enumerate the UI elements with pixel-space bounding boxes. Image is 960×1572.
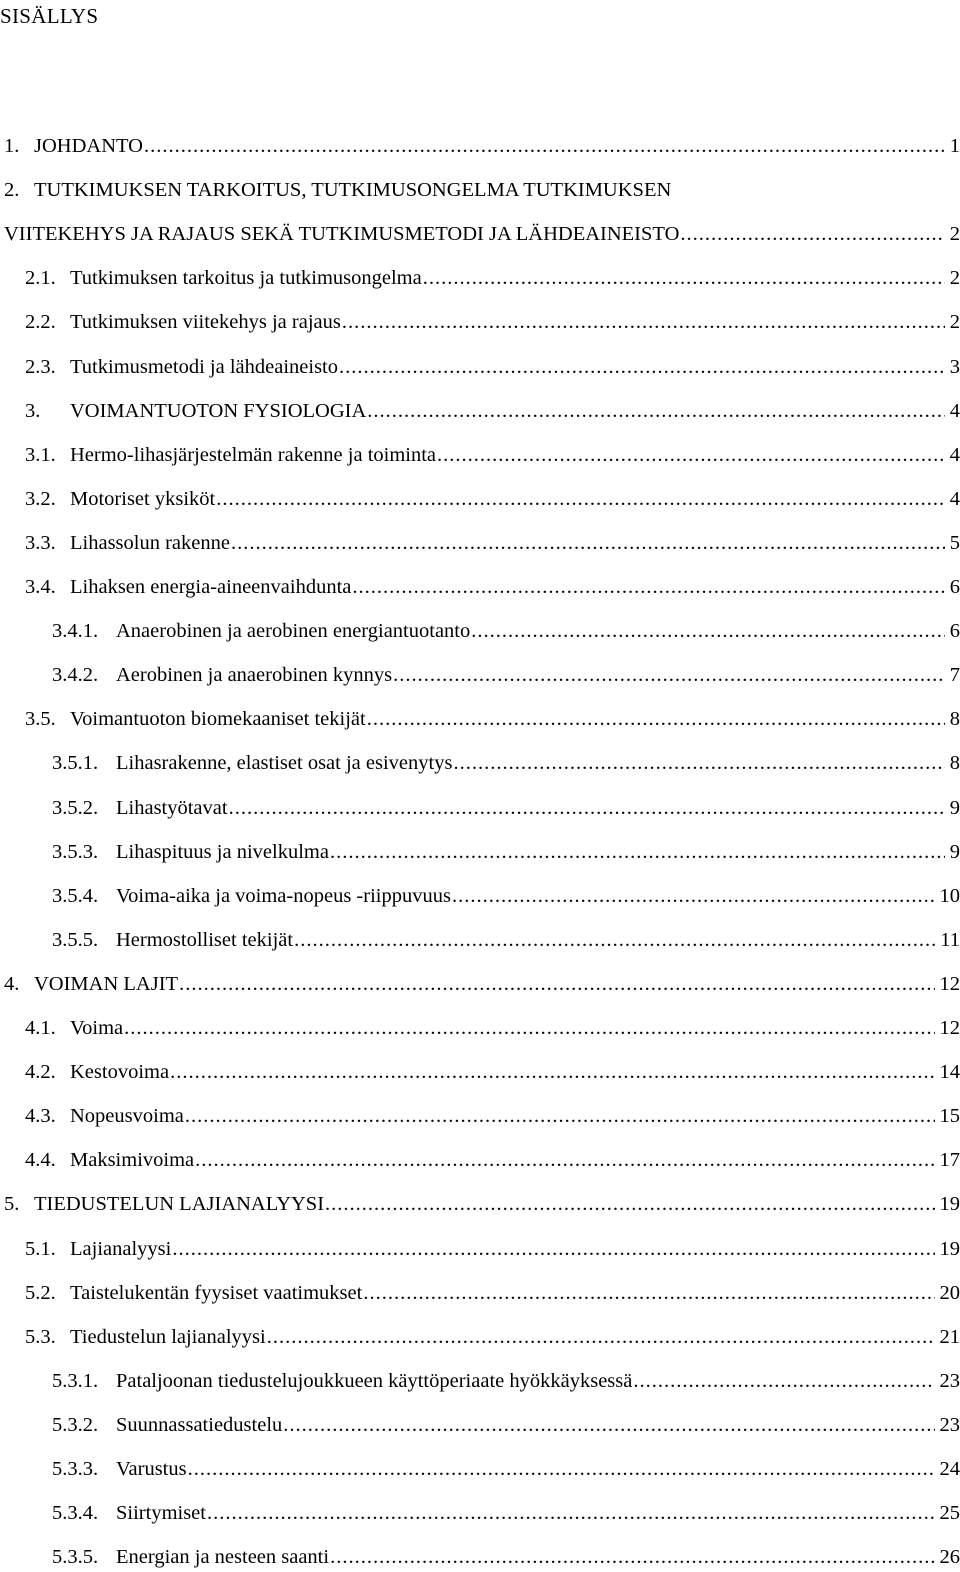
toc-entry[interactable] — [0, 1498, 960, 1528]
toc-entry[interactable] — [0, 1234, 960, 1264]
toc-entry-title: TUTKIMUKSEN TARKOITUS, TUTKIMUSONGELMA TUTKIMUKSEN — [34, 179, 671, 201]
toc-entry-page-number: 12 — [935, 1013, 960, 1043]
toc-entry-title: Voima-aika ja voima-nopeus -riippuvuus — [116, 885, 451, 907]
toc-entry-number: 3.2. — [25, 484, 70, 514]
toc-entry-title: Pataljoonan tiedustelujoukkueen käyttöperiaate hyökkäyksessä — [116, 1370, 632, 1392]
toc-entry-page-number: 4 — [945, 396, 960, 426]
toc-entry-title: Motoriset yksiköt — [70, 488, 215, 510]
toc-entry-label — [25, 307, 342, 337]
toc-dot-leader — [170, 1057, 934, 1087]
toc-entry-label — [25, 1101, 185, 1131]
toc-entry[interactable] — [0, 1189, 960, 1219]
toc-dot-leader — [124, 1013, 934, 1043]
toc-entry-page-number: 2 — [945, 263, 960, 293]
toc-entry-label — [4, 1189, 325, 1219]
toc-entry[interactable] — [0, 219, 960, 249]
toc-entry[interactable] — [0, 1145, 960, 1175]
toc-entry-label — [25, 263, 423, 293]
toc-entry-number: 5. — [4, 1189, 34, 1219]
toc-entry-number: 5.3.4. — [52, 1498, 116, 1528]
toc-entry-number: 3.5.3. — [52, 837, 116, 867]
toc-entry-page-number: 5 — [945, 528, 960, 558]
toc-dot-leader — [342, 307, 945, 337]
toc-entry-page-number: 2 — [945, 307, 960, 337]
toc-entry-title: Anaerobinen ja aerobinen energiantuotanto — [116, 620, 470, 642]
toc-entry-page-number: 9 — [945, 793, 960, 823]
toc-entry-page-number: 23 — [935, 1410, 960, 1440]
toc-dot-leader — [453, 748, 944, 778]
toc-entry-label — [25, 1322, 267, 1352]
toc-entry-number: 2.2. — [25, 307, 70, 337]
toc-entry-number: 2.1. — [25, 263, 70, 293]
toc-entry-page-number: 3 — [945, 352, 960, 382]
toc-entry-label — [25, 1057, 170, 1087]
toc-entry-number: 3.4.2. — [52, 660, 116, 690]
toc-entry-label — [25, 440, 437, 470]
toc-entry[interactable] — [0, 1057, 960, 1087]
toc-entry-number: 4. — [4, 969, 34, 999]
toc-entry-title: Tutkimuksen tarkoitus ja tutkimusongelma — [70, 267, 422, 289]
toc-entry-page-number: 19 — [935, 1189, 960, 1219]
toc-entry-title: Kestovoima — [70, 1061, 169, 1083]
toc-entry-number: 4.1. — [25, 1013, 70, 1043]
toc-entry-title: Varustus — [116, 1458, 187, 1480]
toc-entry[interactable] — [0, 352, 960, 382]
toc-entry-page-number: 24 — [935, 1454, 960, 1484]
toc-entry-title: Hermo-lihasjärjestelmän rakenne ja toiminta — [70, 444, 436, 466]
toc-dot-leader — [471, 616, 945, 646]
toc-dot-leader — [179, 969, 934, 999]
toc-entry-label — [52, 660, 393, 690]
toc-entry-title: Energian ja nesteen saanti — [116, 1546, 329, 1568]
toc-entry-page-number: 4 — [945, 484, 960, 514]
toc-entry-page-number: 25 — [935, 1498, 960, 1528]
toc-entry-title: Lihasrakenne, elastiset osat ja esivenytys — [116, 752, 452, 774]
page-title: SISÄLLYS — [0, 2, 98, 30]
toc-entry-page-number: 19 — [935, 1234, 960, 1264]
toc-entry[interactable] — [0, 1542, 960, 1572]
toc-entry-title: Lihastyötavat — [116, 797, 228, 819]
toc-entry-label — [25, 572, 352, 602]
toc-entry-number: 3. — [25, 396, 70, 426]
toc-entry[interactable] — [0, 925, 960, 955]
toc-entry-number: 3.4. — [25, 572, 70, 602]
toc-entry-number: 5.1. — [25, 1234, 70, 1264]
toc-entry-label — [52, 1454, 188, 1484]
toc-entry-title: Taistelukentän fyysiset vaatimukset — [70, 1282, 362, 1304]
toc-entry-label — [52, 837, 330, 867]
toc-entry-number: 4.3. — [25, 1101, 70, 1131]
toc-entry-label — [52, 748, 453, 778]
toc-entry-page-number: 17 — [935, 1145, 960, 1175]
toc-entry-number: 5.2. — [25, 1278, 70, 1308]
toc-entry-number: 2. — [4, 175, 34, 205]
toc-entry[interactable] — [0, 1278, 960, 1308]
toc-entry-page-number: 8 — [945, 748, 960, 778]
toc-entry-title: JOHDANTO — [34, 135, 143, 157]
toc-entry-number: 3.5. — [25, 704, 70, 734]
toc-entry-title: Lihassolun rakenne — [70, 532, 230, 554]
toc-dot-leader — [267, 1322, 935, 1352]
toc-entry-page-number: 26 — [935, 1542, 960, 1572]
toc-entry-page-number: 23 — [935, 1366, 960, 1396]
toc-dot-leader — [437, 440, 945, 470]
toc-dot-leader — [330, 1542, 934, 1572]
toc-entry[interactable] — [0, 1366, 960, 1396]
toc-dot-leader — [367, 704, 945, 734]
toc-dot-leader — [231, 528, 945, 558]
toc-entry-title: Voima — [70, 1017, 123, 1039]
toc-entry[interactable] — [0, 484, 960, 514]
toc-entry-number: 5.3.3. — [52, 1454, 116, 1484]
toc-dot-leader — [680, 219, 944, 249]
toc-entry[interactable] — [0, 307, 960, 337]
toc-dot-leader — [352, 572, 944, 602]
toc-entry-title: Maksimivoima — [70, 1149, 194, 1171]
toc-entry[interactable] — [0, 263, 960, 293]
toc-entry-number: 5.3.5. — [52, 1542, 116, 1572]
toc-entry-number: 1. — [4, 131, 34, 161]
toc-entry-page-number: 7 — [945, 660, 960, 690]
toc-entry-label — [52, 925, 294, 955]
toc-entry[interactable] — [0, 131, 960, 161]
toc-entry-title: Voimantuoton biomekaaniset tekijät — [70, 708, 366, 730]
toc-dot-leader — [423, 263, 945, 293]
toc-entry-title: Tutkimuksen viitekehys ja rajaus — [70, 311, 341, 333]
toc-dot-leader — [452, 881, 935, 911]
toc-entry-page-number: 6 — [945, 572, 960, 602]
toc-entry[interactable] — [0, 837, 960, 867]
toc-dot-leader — [188, 1454, 935, 1484]
toc-dot-leader — [172, 1234, 934, 1264]
toc-entry-title: VOIMANTUOTON FYSIOLOGIA — [70, 400, 366, 422]
toc-entry-label — [52, 616, 471, 646]
toc-entry[interactable] — [0, 1322, 960, 1352]
toc-entry-label — [52, 793, 229, 823]
toc-dot-leader — [207, 1498, 935, 1528]
toc-entry-label — [4, 969, 179, 999]
toc-entry-label — [4, 219, 680, 249]
toc-entry-label — [25, 484, 216, 514]
toc-entry-page-number: 14 — [935, 1057, 960, 1087]
toc-entry-label — [52, 1498, 207, 1528]
toc-entry-number: 4.2. — [25, 1057, 70, 1087]
toc-entry-label — [25, 396, 367, 426]
toc-entry-page-number: 1 — [945, 131, 960, 161]
toc-entry-label — [4, 175, 671, 205]
toc-entry-label — [25, 528, 231, 558]
toc-entry[interactable] — [0, 1410, 960, 1440]
toc-dot-leader — [325, 1189, 934, 1219]
toc-dot-leader — [144, 131, 945, 161]
toc-entry-page-number: 12 — [935, 969, 960, 999]
toc-entry-number: 3.1. — [25, 440, 70, 470]
toc-dot-leader — [294, 925, 935, 955]
toc-dot-leader — [339, 352, 945, 382]
toc-entry-title: Lihaksen energia-aineenvaihdunta — [70, 576, 351, 598]
toc-entry-number: 5.3.1. — [52, 1366, 116, 1396]
toc-dot-leader — [185, 1101, 935, 1131]
toc-entry-page-number: 20 — [935, 1278, 960, 1308]
toc-entry-title: Suunnassatiedustelu — [116, 1414, 282, 1436]
toc-entry-title: VIITEKEHYS JA RAJAUS SEKÄ TUTKIMUSMETODI JA LÄHDEAINEISTO — [4, 223, 679, 245]
toc-entry-label — [25, 704, 367, 734]
toc-entry[interactable] — [0, 175, 960, 205]
toc-dot-leader — [363, 1278, 934, 1308]
toc-entry-number: 2.3. — [25, 352, 70, 382]
toc-entry[interactable] — [0, 660, 960, 690]
toc-entry-title: VOIMAN LAJIT — [34, 973, 178, 995]
toc-entry-page-number: 15 — [935, 1101, 960, 1131]
toc-entry-number: 5.3. — [25, 1322, 70, 1352]
toc-dot-leader — [195, 1145, 934, 1175]
toc-entry-title: Lajianalyysi — [70, 1238, 171, 1260]
toc-dot-leader — [330, 837, 945, 867]
toc-entry-page-number: 10 — [935, 881, 960, 911]
toc-entry-number: 3.5.1. — [52, 748, 116, 778]
toc-dot-leader — [633, 1366, 934, 1396]
toc-entry-label — [52, 881, 452, 911]
toc-dot-leader — [283, 1410, 934, 1440]
toc-entry-label — [25, 1278, 363, 1308]
toc-entry[interactable] — [0, 748, 960, 778]
toc-entry[interactable] — [0, 440, 960, 470]
toc-dot-leader — [229, 793, 945, 823]
toc-entry[interactable] — [0, 572, 960, 602]
toc-dot-leader — [393, 660, 945, 690]
toc-entry-title: Nopeusvoima — [70, 1105, 184, 1127]
toc-entry-page-number: 4 — [945, 440, 960, 470]
toc-entry-page-number: 6 — [945, 616, 960, 646]
toc-entry-label — [25, 1013, 124, 1043]
toc-entry-number: 3.3. — [25, 528, 70, 558]
toc-entry-number: 5.3.2. — [52, 1410, 116, 1440]
toc-entry-label — [4, 131, 144, 161]
toc-entry-label — [25, 352, 339, 382]
toc-entry[interactable] — [0, 396, 960, 426]
toc-entry-label — [25, 1234, 172, 1264]
toc-entry-number: 3.5.2. — [52, 793, 116, 823]
toc-entry[interactable] — [0, 1013, 960, 1043]
toc-entry-label — [25, 1145, 195, 1175]
toc-entry-page-number: 9 — [945, 837, 960, 867]
toc-entry[interactable] — [0, 704, 960, 734]
toc-entry-title: Tutkimusmetodi ja lähdeaineisto — [70, 356, 338, 378]
toc-entry[interactable] — [0, 1454, 960, 1484]
toc-entry-number: 4.4. — [25, 1145, 70, 1175]
toc-entry[interactable] — [0, 793, 960, 823]
toc-entry[interactable] — [0, 881, 960, 911]
toc-dot-leader — [367, 396, 944, 426]
toc-entry[interactable] — [0, 969, 960, 999]
toc-entry-number: 3.5.5. — [52, 925, 116, 955]
toc-entry-page-number: 8 — [945, 704, 960, 734]
toc-entry-title: Aerobinen ja anaerobinen kynnys — [116, 664, 392, 686]
toc-entry-title: Hermostolliset tekijät — [116, 929, 293, 951]
toc-entry-title: TIEDUSTELUN LAJIANALYYSI — [34, 1193, 324, 1215]
toc-entry-label — [52, 1410, 283, 1440]
toc-entry[interactable] — [0, 616, 960, 646]
toc-entry-page-number: 2 — [945, 219, 960, 249]
toc-entry[interactable] — [0, 528, 960, 558]
toc-entry-number: 3.4.1. — [52, 616, 116, 646]
toc-entry-title: Lihaspituus ja nivelkulma — [116, 841, 329, 863]
toc-entry-title: Siirtymiset — [116, 1502, 206, 1524]
toc-entry-label — [52, 1542, 330, 1572]
toc-dot-leader — [216, 484, 945, 514]
toc-entry-number: 3.5.4. — [52, 881, 116, 911]
toc-entry-page-number: 11 — [935, 925, 960, 955]
toc-entry-label — [52, 1366, 633, 1396]
toc-entry-page-number: 21 — [935, 1322, 960, 1352]
toc-entry-title: Tiedustelun lajianalyysi — [70, 1326, 266, 1348]
toc-entry[interactable] — [0, 1101, 960, 1131]
